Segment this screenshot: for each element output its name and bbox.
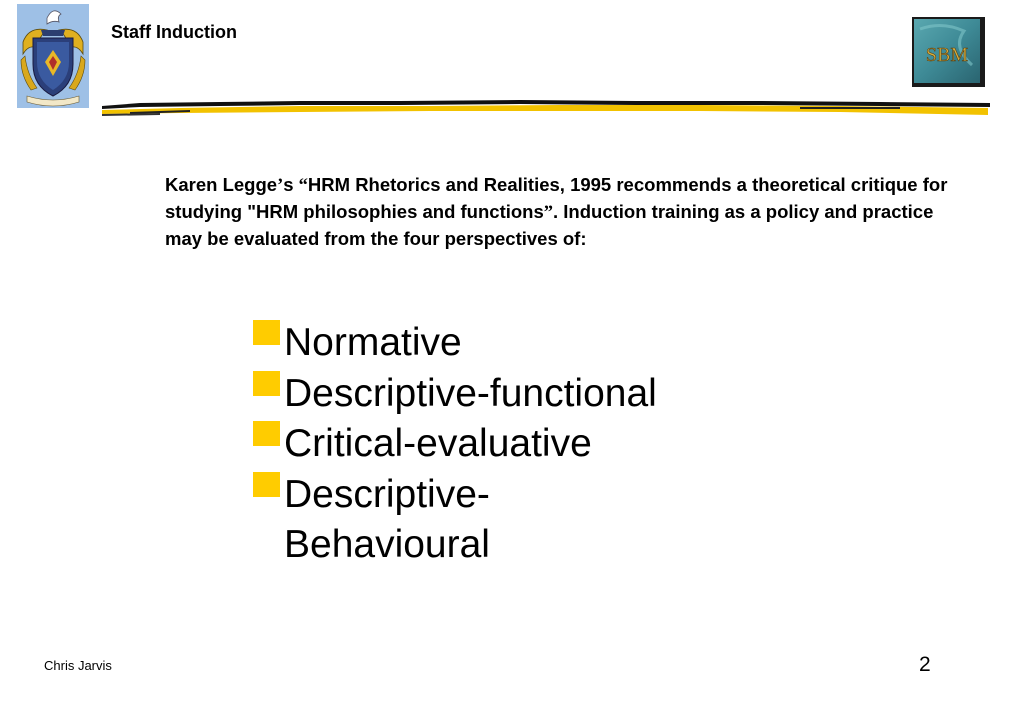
footer-author: Chris Jarvis	[44, 658, 112, 673]
intro-open-quote: “	[298, 176, 308, 196]
perspective-label: Critical-evaluative	[284, 422, 592, 465]
intro-body: HRM Rhetorics and Realities, 1995 recommends a theoretical critique for studying "HRM philosophies and functions	[165, 174, 948, 222]
list-item	[253, 419, 733, 470]
square-bullet-icon	[253, 472, 280, 497]
perspective-label: Normative	[284, 321, 462, 364]
square-bullet-icon	[253, 421, 280, 446]
slide-title: Staff Induction	[111, 22, 237, 42]
square-bullet-icon	[253, 320, 280, 345]
page-number: 2	[919, 653, 931, 676]
square-bullet-icon	[253, 371, 280, 396]
list-item	[253, 470, 524, 571]
perspectives-list	[253, 318, 733, 571]
intro-possessive: s	[283, 174, 299, 195]
intro-paragraph	[165, 172, 975, 252]
list-item	[253, 318, 733, 369]
intro-author: Karen Legge	[165, 174, 278, 195]
intro-close-quote: ”	[543, 203, 554, 223]
perspective-label: Descriptive-functional	[284, 371, 657, 415]
intro-conclusion: . Induction training as a policy and practice may be evaluated from the four perspectives of:	[165, 201, 934, 249]
intro-apostrophe: ’	[277, 176, 284, 196]
sbm-logo-text: SBM	[925, 44, 969, 66]
perspective-label: Descriptive-Behavioural	[284, 472, 490, 566]
list-item	[253, 369, 733, 420]
header-divider	[100, 92, 992, 124]
sbm-logo-icon	[912, 17, 985, 87]
university-crest-icon	[17, 4, 89, 108]
